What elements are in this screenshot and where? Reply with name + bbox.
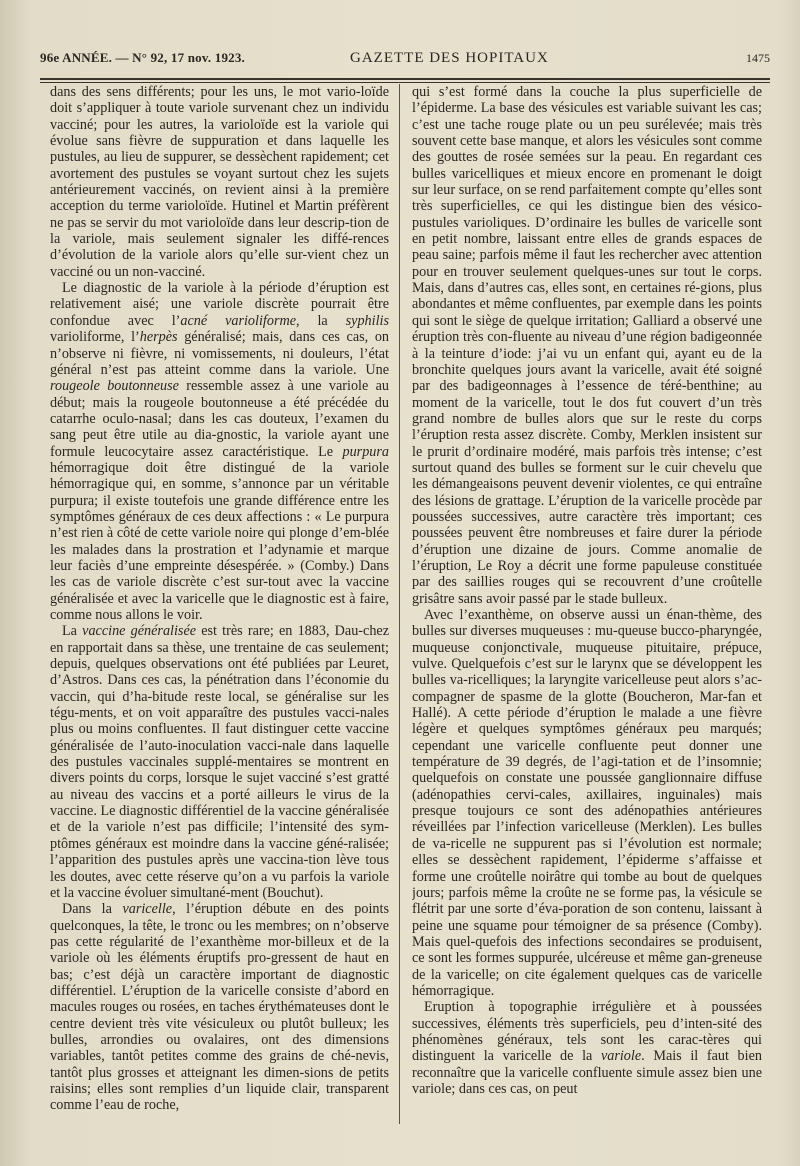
paragraph: qui s’est formé dans la couche la plus superficielle de l’épiderme. La base des vésicules est variable suivant les cas; c’est une tache rouge plate ou un peu surélevée; mais très souvent cette base manque, et alors les vésicules sont comme des gouttes de rosée semées sur la peau. En regardant ces bulles varicelliques et mieux encore en promenant le doigt sur leur surface, on se rend parfaitement compte qu’elles sont très superficielles, ce qui les distingue bien des vésico-pustules varioliques. D’ordinaire les bulles de varicelle sont en petit nombre, laissant entre elles de grands espaces de peau saine; parfois même il faut les rechercher avec attention pour en trouver seulement quelques-unes sur tout le corps. Mais, dans d’autres cas, elles sont, en certaines ré-gions, plus abondantes et même confluentes, par exemple dans les points qui sont le siège de quelque irritation; Galliard a observé une éruption très con-fluente au niveau d’une région badigeonnée à la teinture d’iode: j’ai vu un enfant qui, ayant eu de la bronchite quelques jours avant la varicelle, avait été soigné par des badigeonnages à l’essence de téré-benthine; au moment de la varicelle, tout le dos fut couvert d’un très grand nombre de bulles alors que sur le reste du corps l’éruption resta assez discrète. Comby, Merklen insistent sur le prurit d’ordinaire modéré, mais parfois très intense; c’est surtout quand des bulles se forment sur le cuir chevelu que les démangeaisons peuvent devenir violentes, ce qui entraîne des lésions de grattage. L’éruption de la varicelle procède par poussées successives, autre caractère très important; ces poussées peuvent être nombreuses et faire durer la période d’éruption une dizaine de jours. Comme anomalie de l’éruption, Le Roy a décrit une forme papuleuse constituée par des saillies rouges qui se recouvrent d’une croûtelle grisâtre sans avoir passé par le stade bulleux. <box>412 84 762 607</box>
italic-term: rougeole boutonneuse <box>50 378 179 395</box>
paragraph: La vaccine généralisée est très rare; en 1883, Dau-chez en rapportait dans sa thèse, une trentaine de cas seulement; depuis, quelques observations ont été publiées par Leuret, d’Astros. Dans ces cas, la pénétration dans l’économie du vaccin, qui d’ha-bitude reste local, se généralise sur les tégu-ments, et on voit apparaître des pustules vacci-nales plus ou moins confluentes. Il faut distinguer cette vaccine généralisée de l’auto-inoculation vacci-nale dans laquelle des pustules vaccinales supplé-mentaires se montrent en divers points du corps, lorsque le sujet vacciné s’est gratté au niveau des vaccins et a porté ailleurs le virus de la vaccine. Le diagnostic différentiel de la vaccine généralisée et de la variole n’est pas difficile; l’intensité des sym-ptômes généraux est moindre dans la vaccine géné-ralisée; l’apparition des pustules après une vaccina-tion lève tous les doutes, avec cette réserve qu’on a vu parfois la variole et la vaccine évoluer simultané-ment (Bouchut). <box>50 623 389 901</box>
italic-term: herpès <box>139 329 178 346</box>
paragraph: Eruption à topographie irrégulière et à poussées successives, éléments très superficiels, peu d’inten-sité des phénomènes généraux, tels sont les carac-tères qui distinguent la varicelle de la variole. Mais il faut bien reconnaître que la varicelle confluente simule assez bien une variole; dans ces cas, on peut <box>412 999 762 1097</box>
italic-term: varicelle <box>122 901 173 918</box>
paragraph: Le diagnostic de la variole à la période d’éruption est relativement aisé; une variole discrète pourrait être confondue avec l’acné varioliforme, la syphilis varioliforme, l’herpès généralisé; mais, dans ces cas, on n’observe ni fièvre, ni vomissements, ni douleurs, l’état général n’est pas atteint comme dans la variole. Une rougeole boutonneuse ressemble assez à une variole au début; mais la rougeole boutonneuse a été précédée du catarrhe oculo-nasal; dans les cas douteux, l’examen du sang peut être utile au dia-gnostic, la variole ayant une formule leucocytaire assez caractéristique. Le purpura hémorragique doit être distingué de la variole hémorragique qui, en somme, s’annonce par un véritable purpura; il existe toutefois une grande différence entre les symptômes généraux de ces deux affections : « Le purpura n’est rien à côté de cette variole noire qui plonge d’em-blée les malades dans la prostration et l’adynamie et marque leur faciès d’une empreinte désespérée. » (Comby.) Dans les cas de variole discrète c’est sur-tout avec la vaccine généralisée et avec la varicelle que le diagnostic est à faire, comme nous allons le voir. <box>50 280 389 623</box>
page-header <box>40 50 770 76</box>
page-number: 1475 <box>746 51 770 65</box>
right-column <box>412 84 762 1124</box>
column-divider <box>399 84 400 1124</box>
left-column <box>50 84 389 1124</box>
italic-term: acné varioliforme <box>180 312 297 329</box>
paragraph: dans des sens différents; pour les uns, le mot vario-loïde doit s’appliquer à toute variole survenant chez un individu vacciné; pour les autres, la varioloïde est la variole qui évolue sans fièvre de suppuration et dans laquelle les pustules, au lieu de suppurer, se dessèchent rapidement; cet avortement des pustules se voyant surtout chez les sujets antérieurement vaccinés, on revient ainsi à la première acception du terme varioloïde. Hutinel et Martin préfèrent ne pas se servir du mot varioloïde dans leur descrip-tion de la variole, mais seulement signaler les diffé-rences d’évolution de la variole alors qu’elle sur-vient chez un vacciné ou un non-vacciné. <box>50 84 389 280</box>
italic-term: variole <box>600 1048 642 1065</box>
paragraph: Dans la varicelle, l’éruption débute en des points quelconques, la tête, le tronc ou les membres; on n’observe pas cette régularité de l’exanthème mor-billeux et de la variole où les éléments éruptifs pro-gressent de haut en bas; c’est déjà un caractère important de diagnostic différentiel. L’éruption de la varicelle consiste d’abord en macules rouges ou rosées, en taches érythémateuses dont le centre devient très vite vésiculeux ou plutôt bulleux; les bulles, arrondies ou ovalaires, ont des dimensions variables, tantôt petites comme des grains de ché-nevis, tantôt plus grosses et atteignant les dimen-sions de petits raisins; elles sont remplies d’un liquide clair, transparent comme l’eau de roche, <box>50 901 389 1114</box>
issue-info: 96e ANNÉE. — N° 92, 17 nov. 1923. <box>40 50 246 65</box>
italic-term: purpura <box>342 443 389 460</box>
italic-term: vaccine généralisée <box>82 623 197 640</box>
header-rule <box>40 78 770 83</box>
italic-term: syphilis <box>345 312 389 329</box>
paragraph: Avec l’exanthème, on observe aussi un énan-thème, des bulles sur diverses muqueuses : mu-queuse bucco-pharyngée, muqueuse conjonctivale, muqueuse pituitaire, prépuce, vulve. Quelquefois c’est sur le larynx que se développent les bulles va-ricelliques; la laryngite varicelleuse peut alors s’ac-compagner de spasme de la glotte (Boucheron, Mar-fan et Hallé). A cette période d’éruption le malade a une fièvre légère et quelques symptômes généraux peu marqués; cependant une varicelle confluente peut donner une température de 39 degrés, de l’agi-tation et de l’insomnie; quelquefois on constate une poussée ganglionnaire diffuse (adénopathies cervi-cales, axillaires, inguinales) mais presque toujours ce sont des adénopathies antérieures réveillées par l’infection varicelleuse (Merklen). Les bulles de va-ricelle ne suppurent pas si l’évolution est normale; elles se dessèchent rapidement, l’épiderme s’affaisse et forme une croûtelle noirâtre qui tombe au bout de quelques jours; parfois même la croûte ne se forme pas, la vésicule se flétrit par une sorte d’éva-poration de son contenu, laissant à peine une squame pour témoigner de sa présence (Comby). Mais quel-quefois des infections secondaires se produisent, ce sont les formes suppurée, ulcéreuse et même gan-greneuse de la varicelle; on cite également quelques cas de varicelle hémorragique. <box>412 607 762 999</box>
journal-title: GAZETTE DES HOPITAUX <box>350 50 549 66</box>
